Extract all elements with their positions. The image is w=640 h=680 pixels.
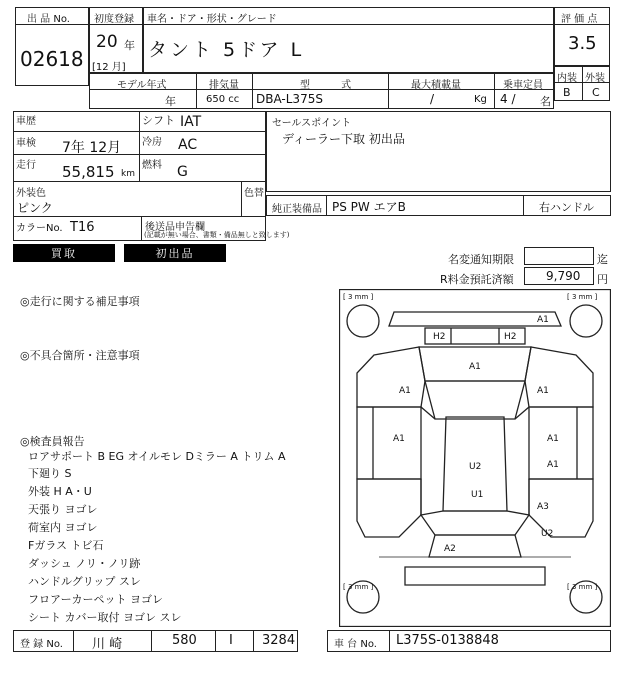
displacement-label: 排気量 <box>209 80 239 91</box>
shift-label: シフト <box>142 114 175 127</box>
mark-a1-right-door: A1 <box>547 434 559 444</box>
recycle-unit: 円 <box>597 273 608 286</box>
mark-a2-rear: A2 <box>444 544 456 554</box>
reg-city: 川 崎 <box>92 637 123 652</box>
max-load-value: / <box>430 92 435 106</box>
displacement-value: 650 cc <box>206 94 240 105</box>
buy-badge: 買取 <box>13 244 115 262</box>
mark-h2-right: H2 <box>504 332 517 342</box>
mileage-label: 走行 <box>16 160 36 171</box>
interior-label: 内装 <box>557 73 577 84</box>
max-load-unit: Kg <box>474 94 487 105</box>
score-value: 3.5 <box>568 33 597 54</box>
first-listing-badge: 初出品 <box>124 244 226 262</box>
mark-h2-left: H2 <box>433 332 446 342</box>
mark-a1-left-door: A1 <box>393 434 405 444</box>
inspector-heading: ◎検査員報告 <box>20 435 85 448</box>
inspector-line: Fガラス トビ石 <box>28 539 104 552</box>
color-value: ピンク <box>17 201 53 215</box>
reg-number-1: 580 <box>172 633 197 648</box>
inspector-line: ロアサポート B EG オイルモレ Dミラー A トリム A <box>28 450 286 463</box>
color-label: 外装色 <box>16 188 46 199</box>
tire-label: [ 3 mm ] <box>567 583 598 591</box>
equipment-value: PS PW エアB <box>332 200 406 214</box>
model-year-unit: 年 <box>165 95 176 108</box>
first-reg-label: 初度登録 <box>94 14 134 25</box>
inspector-line: 下廻り S <box>28 467 72 480</box>
running-notes-heading: ◎走行に関する補足事項 <box>20 295 140 308</box>
capacity-value: 4 / <box>500 92 516 106</box>
recycle-value: 9,790 <box>546 269 581 283</box>
interior-grade: B <box>563 86 571 99</box>
inspector-line: 荷室内 ヨゴレ <box>28 521 98 534</box>
color-no-label: カラーNo. <box>16 223 63 234</box>
tire-label: [ 3 mm ] <box>343 583 374 591</box>
sales-point-label: セールスポイント <box>272 118 352 129</box>
reg-label: 登 録 No. <box>20 639 63 650</box>
model-year-label: モデル年式 <box>117 80 167 91</box>
lot-number: 02618 <box>20 47 84 71</box>
mark-u1-roof: U1 <box>471 490 484 500</box>
tire-front-left <box>347 305 379 337</box>
fuel-label: 燃料 <box>142 160 162 171</box>
inspector-line: ハンドルグリップ スレ <box>28 575 141 588</box>
defects-heading: ◎不具合箇所・注意事項 <box>20 349 140 362</box>
score-label: 評 価 点 <box>561 14 598 25</box>
delivery-label: 後送品申告欄 <box>145 222 205 233</box>
exterior-grade: C <box>592 86 600 99</box>
inspector-line: シート カバー取付 ヨゴレ スレ <box>28 611 182 624</box>
type-value: DBA-L375S <box>256 92 323 106</box>
handle-value: 右ハンドル <box>539 201 594 214</box>
car-damage-diagram <box>339 289 611 627</box>
inspector-line: ダッシュ ノリ・ノリ跡 <box>28 557 141 570</box>
sales-point-value: ディーラー下取 初出品 <box>282 132 405 146</box>
color-no-value: T16 <box>70 220 95 235</box>
tire-front-right <box>570 305 602 337</box>
inspector-line: 天張り ヨゴレ <box>28 503 98 516</box>
chassis-label: 車 台 No. <box>334 639 377 650</box>
inspection-label: 車検 <box>16 138 36 149</box>
deadline-label: 名変通知期限 <box>448 253 514 266</box>
history-label: 車歴 <box>16 116 36 127</box>
deadline-box <box>524 247 594 265</box>
mark-a3-right: A3 <box>537 502 549 512</box>
inspector-line: 外装 H A・U <box>28 485 92 498</box>
ac-label: 冷房 <box>142 137 162 148</box>
mark-a1-right-door2: A1 <box>547 460 559 470</box>
shift-value: IAT <box>180 114 202 130</box>
inspector-line: フロアーカーペット ヨゴレ <box>28 593 163 606</box>
chassis-number: L375S-0138848 <box>396 633 499 648</box>
inspection-value: 7年 12月 <box>62 140 122 156</box>
tire-label: [ 3 mm ] <box>343 293 374 301</box>
recycle-label: R料金預託済額 <box>440 273 514 286</box>
mileage-value: 55,815 <box>62 163 115 181</box>
ac-value: AC <box>178 137 198 153</box>
fuel-value: G <box>177 164 188 180</box>
reg-kana: I <box>229 633 233 648</box>
reg-year-unit: 年 <box>124 39 135 52</box>
deadline-unit: 迄 <box>597 253 608 266</box>
mark-a1-right-fender: A1 <box>537 386 549 396</box>
type-label: 型 式 <box>300 80 366 91</box>
reg-number-2: 3284 <box>262 633 296 648</box>
exterior-label: 外装 <box>585 73 605 84</box>
mark-a1-left-fender: A1 <box>399 386 411 396</box>
equipment-label: 純正装備品 <box>272 204 322 215</box>
mark-a1-hood: A1 <box>469 362 481 372</box>
reg-year: 20 <box>96 32 118 52</box>
car-name: タント 5ドア L <box>148 39 305 61</box>
tire-label: [ 3 mm ] <box>567 293 598 301</box>
color-change-label: 色替 <box>244 188 264 199</box>
mileage-unit: km <box>121 169 135 179</box>
reg-month: [12 月] <box>92 62 126 73</box>
lot-label: 出 品 No. <box>27 14 70 25</box>
capacity-label: 乗車定員 <box>503 80 543 91</box>
delivery-note: (記載が無い場合、書類・備品無しと致します) <box>144 231 290 239</box>
capacity-unit: 名 <box>540 95 551 108</box>
name-label: 車名・ドア・形状・グレード <box>147 14 277 25</box>
max-load-label: 最大積載量 <box>411 80 461 91</box>
mark-u2-roof: U2 <box>469 462 482 472</box>
mark-u2-right: U2 <box>541 529 554 539</box>
mark-a1-top: A1 <box>537 315 549 325</box>
